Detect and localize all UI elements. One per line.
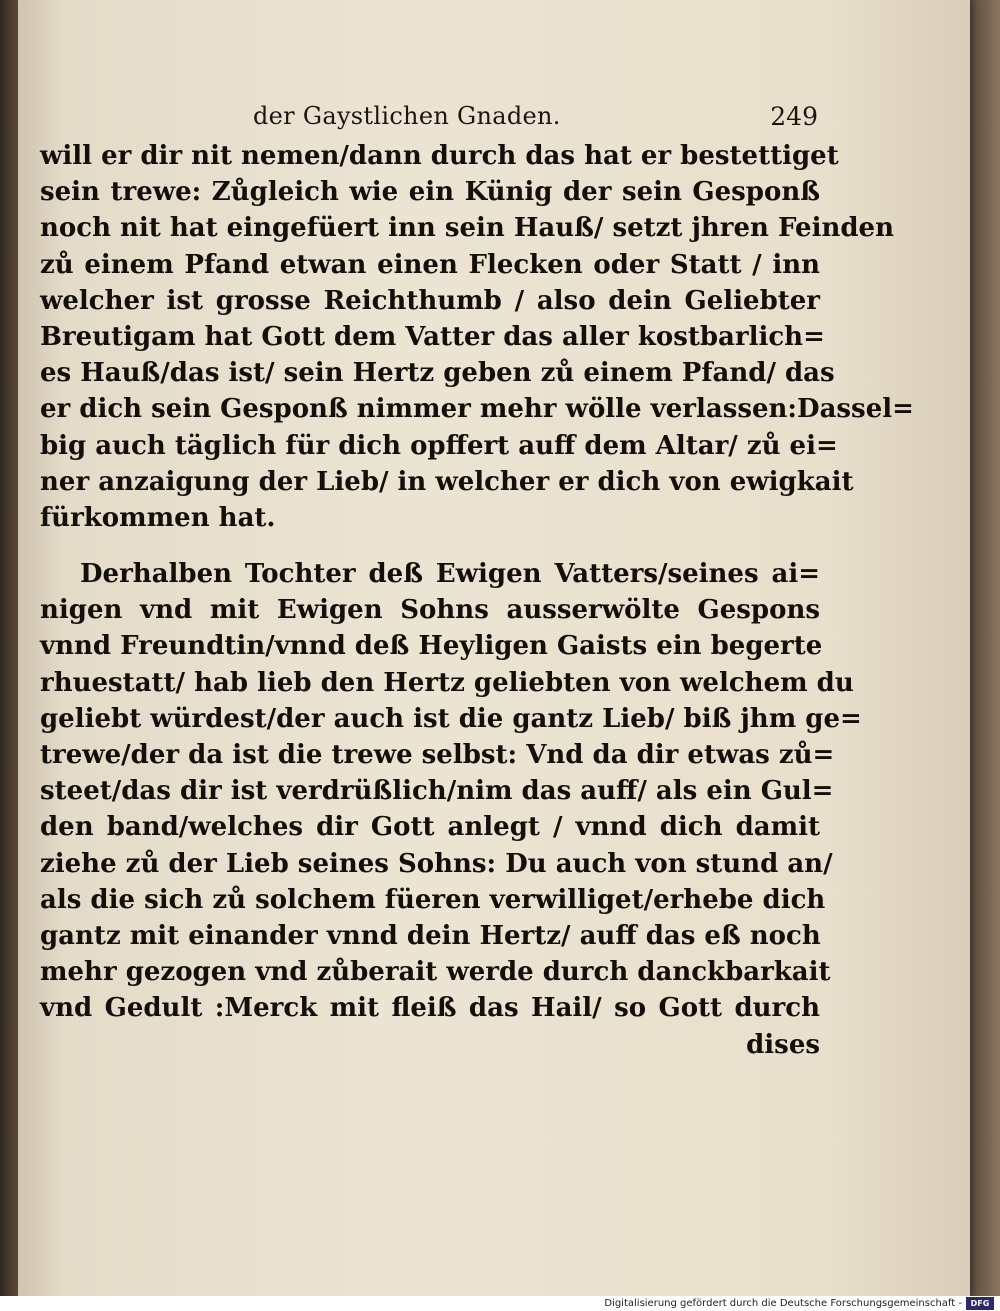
page-edge-shadow xyxy=(970,0,1000,1296)
text-line: nigen vnd mit Ewigen Sohns ausserwölte Gespons xyxy=(40,595,820,626)
text-line: Derhalben Tochter deß Ewigen Vatters/seines ai= xyxy=(80,559,820,590)
dfg-logo-icon: DFG xyxy=(966,1297,994,1310)
book-page xyxy=(18,0,970,1296)
text-line: welcher ist grosse Reichthumb / also dein Geliebter xyxy=(40,285,820,316)
page-header xyxy=(253,98,818,138)
body-text xyxy=(40,138,914,1063)
funding-credit: Digitalisierung gefördert durch die Deutsche Forschungsgemeinschaft - xyxy=(604,1298,962,1309)
binding-edge xyxy=(0,0,18,1311)
text-line: steet/das dir ist verdrüßlich/nim das auff/ als ein Gul= xyxy=(40,776,834,807)
text-line: er dich sein Gesponß nimmer mehr wölle verlassen:Dassel= xyxy=(40,394,914,425)
text-line: geliebt würdest/der auch ist die gantz Lieb/ biß jhm ge= xyxy=(40,703,862,734)
text-line: vnnd Freundtin/vnnd deß Heyligen Gaists ein begerte xyxy=(40,631,823,662)
paragraph-gap xyxy=(40,536,820,556)
text-line: noch nit hat eingefüert inn sein Hauß/ setzt jhren Feinden xyxy=(40,213,894,244)
text-line: den band/welches dir Gott anlegt / vnnd dich damit xyxy=(40,812,820,843)
text-line: sein trewe: Zůgleich wie ein Künig der sein Gesponß xyxy=(40,177,820,208)
text-line: trewe/der da ist die trewe selbst: Vnd da dir etwas zů= xyxy=(40,740,835,770)
running-title: der Gaystlichen Gnaden. xyxy=(253,102,561,130)
text-line: vnd Gedult :Merck mit fleiß das Hail/ so Gott durch xyxy=(40,993,820,1024)
text-line: gantz mit einander vnnd dein Hertz/ auff das eß noch xyxy=(40,920,821,951)
text-line: es Hauß/das ist/ sein Hertz geben zů einem Pfand/ das xyxy=(40,358,835,389)
digitization-footer xyxy=(0,1296,1000,1311)
text-line: will er dir nit nemen/dann durch das hat er bestettiget xyxy=(40,141,839,171)
text-line: big auch täglich für dich opffert auff dem Altar/ zů ei= xyxy=(40,430,838,461)
catchword: dises xyxy=(746,1029,820,1060)
paragraph-2 xyxy=(40,556,862,1063)
text-line: als die sich zů solchem füeren verwilliget/erhebe dich xyxy=(40,884,826,915)
text-line: Breutigam hat Gott dem Vatter das aller kostbarlich= xyxy=(40,321,825,352)
paragraph-1 xyxy=(40,138,914,536)
text-line: mehr gezogen vnd zůberait werde durch danckbarkait xyxy=(40,957,831,988)
page-number: 249 xyxy=(770,102,818,131)
text-line: fürkommen hat. xyxy=(40,502,276,533)
text-line: zů einem Pfand etwan einen Flecken oder Statt / inn xyxy=(40,249,820,280)
text-line: rhuestatt/ hab lieb den Hertz geliebten von welchem du xyxy=(40,667,854,698)
text-line: ziehe zů der Lieb seines Sohns: Du auch von stund an/ xyxy=(40,848,833,879)
text-line: ner anzaigung der Lieb/ in welcher er dich von ewigkait xyxy=(40,466,854,497)
